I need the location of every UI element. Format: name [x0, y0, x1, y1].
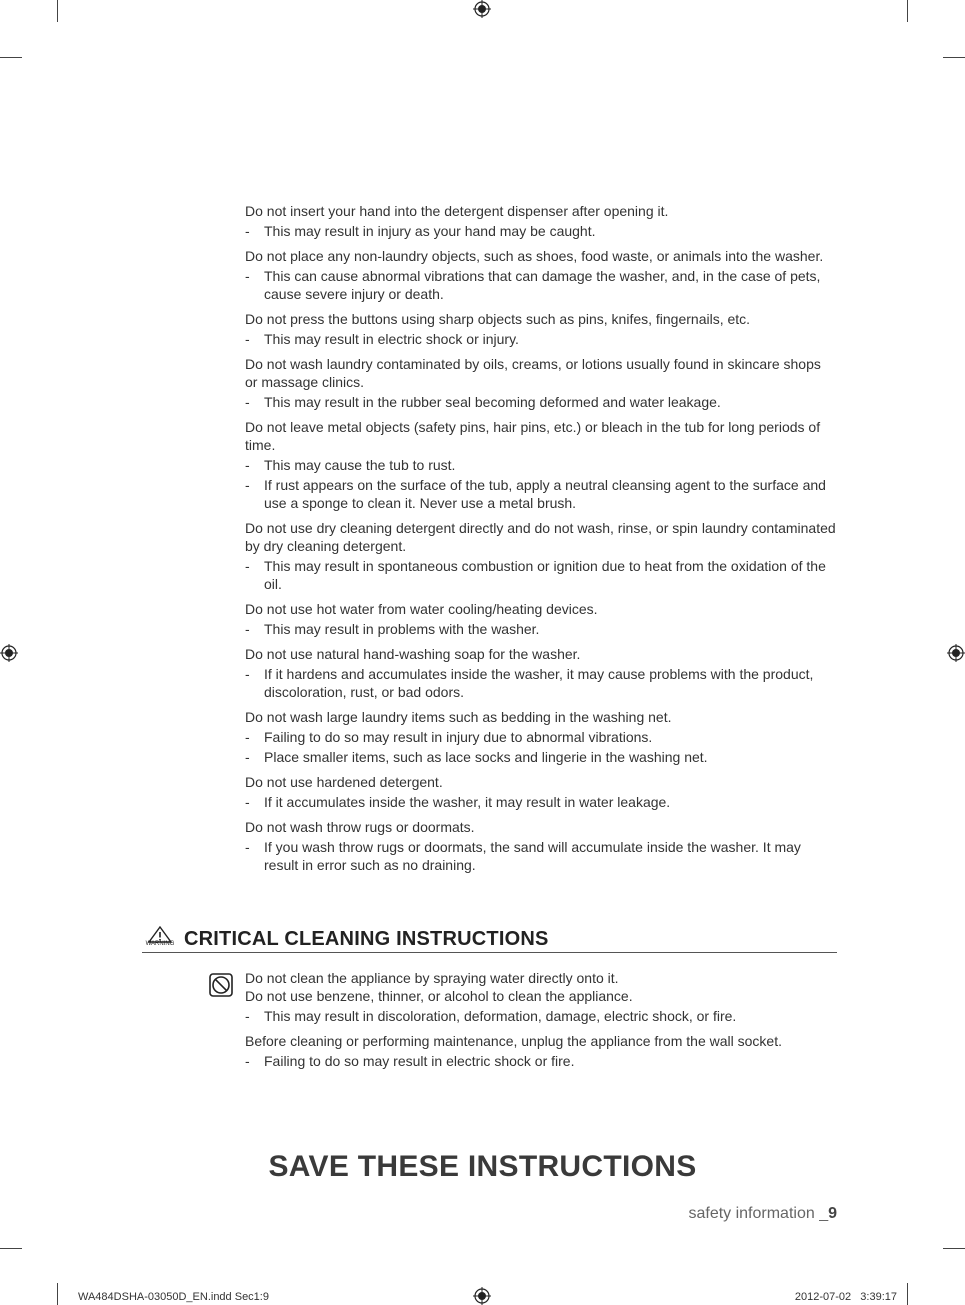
warning-text: Do not use benzene, thinner, or alcohol to clean the appliance.	[245, 988, 633, 1004]
prohibited-icon	[209, 973, 233, 997]
warning-consequence: - This may result in problems with the washer.	[245, 621, 540, 637]
crop-mark	[907, 1283, 908, 1305]
critical-instructions	[245, 969, 837, 1077]
warning-item	[245, 1032, 837, 1070]
warning-text: Do not use hardened detergent.	[245, 774, 443, 790]
warning-consequence: - This may result in discoloration, deformation, damage, electric shock, or fire.	[245, 1008, 737, 1024]
warning-consequence: - Failing to do so may result in electric shock or fire.	[245, 1053, 575, 1069]
warning-text: Do not insert your hand into the detergent dispenser after opening it.	[245, 203, 669, 219]
warning-text: Do not use dry cleaning detergent directly and do not wash, rinse, or spin laundry contaminated by dry cleaning detergent.	[245, 520, 836, 554]
warning-item	[245, 773, 837, 811]
warning-item	[245, 202, 837, 240]
warning-item	[245, 310, 837, 348]
warning-triangle-icon	[142, 926, 178, 952]
warning-consequence: - This can cause abnormal vibrations that can damage the washer, and, in the case of pets, cause severe injury or death.	[245, 268, 821, 302]
crop-mark	[0, 57, 22, 58]
warning-list	[245, 202, 837, 881]
registration-mark-icon	[0, 644, 18, 662]
warning-text: Do not use natural hand-washing soap for the washer.	[245, 646, 581, 662]
warning-consequence: - This may result in electric shock or injury.	[245, 331, 519, 347]
warning-consequence: - This may result in the rubber seal becoming deformed and water leakage.	[245, 394, 721, 410]
warning-consequence: - If rust appears on the surface of the tub, apply a neutral cleansing agent to the surface and use a sponge to clean it. Never use a metal brush.	[245, 477, 826, 511]
warning-item	[245, 519, 837, 593]
warning-text: Do not clean the appliance by spraying water directly onto it.	[245, 970, 619, 986]
warning-item	[245, 418, 837, 512]
warning-item	[245, 355, 837, 411]
warning-consequence: - Place smaller items, such as lace socks and lingerie in the washing net.	[245, 749, 708, 765]
footer-date: 2012-07-02 3:39:17	[794, 1291, 897, 1303]
warning-text: Do not wash laundry contaminated by oils, creams, or lotions usually found in skincare shops or massage clinics.	[245, 356, 821, 390]
registration-mark-icon	[473, 1287, 491, 1305]
warning-text: Before cleaning or performing maintenance, unplug the appliance from the wall socket.	[245, 1033, 782, 1049]
warning-text: Do not place any non-laundry objects, such as shoes, food waste, or animals into the washer.	[245, 248, 824, 264]
crop-mark	[57, 1283, 58, 1305]
warning-consequence: - This may cause the tub to rust.	[245, 457, 456, 473]
warning-text: Do not leave metal objects (safety pins, hair pins, etc.) or bleach in the tub for long periods of time.	[245, 419, 821, 453]
critical-section-header	[142, 926, 837, 953]
section-title: CRITICAL CLEANING INSTRUCTIONS	[184, 928, 549, 950]
footer-file-info: WA484DSHA-03050D_EN.indd Sec1:9	[78, 1291, 269, 1303]
warning-item	[245, 969, 837, 1025]
warning-text: Do not use hot water from water cooling/heating devices.	[245, 601, 598, 617]
registration-mark-icon	[947, 644, 965, 662]
warning-consequence: - If it accumulates inside the washer, it may result in water leakage.	[245, 794, 671, 810]
warning-label: WARNING	[145, 941, 175, 947]
registration-mark-icon	[473, 0, 491, 18]
warning-item	[245, 247, 837, 303]
warning-consequence: - This may result in spontaneous combustion or ignition due to heat from the oxidation of the oil.	[245, 558, 826, 592]
crop-mark	[943, 1248, 965, 1249]
crop-mark	[57, 0, 58, 22]
warning-item	[245, 645, 837, 701]
save-instructions-title: SAVE THESE INSTRUCTIONS	[268, 1150, 697, 1183]
warning-item	[245, 600, 837, 638]
warning-consequence: - Failing to do so may result in injury due to abnormal vibrations.	[245, 729, 653, 745]
warning-text: Do not press the buttons using sharp objects such as pins, knifes, fingernails, etc.	[245, 311, 751, 327]
warning-item	[245, 818, 837, 874]
crop-mark	[943, 57, 965, 58]
page-label: safety information _9	[688, 1205, 837, 1222]
warning-text: Do not wash throw rugs or doormats.	[245, 819, 475, 835]
page-number: 9	[828, 1205, 837, 1222]
warning-consequence: - If you wash throw rugs or doormats, the sand will accumulate inside the washer. It may result in error such as no draining.	[245, 839, 801, 873]
warning-item	[245, 708, 837, 766]
warning-consequence: - This may result in injury as your hand may be caught.	[245, 223, 596, 239]
crop-mark	[0, 1248, 22, 1249]
warning-consequence: - If it hardens and accumulates inside the washer, it may cause problems with the product, discoloration, rust, or bad odors.	[245, 666, 814, 700]
warning-text: Do not wash large laundry items such as bedding in the washing net.	[245, 709, 672, 725]
crop-mark	[907, 0, 908, 22]
